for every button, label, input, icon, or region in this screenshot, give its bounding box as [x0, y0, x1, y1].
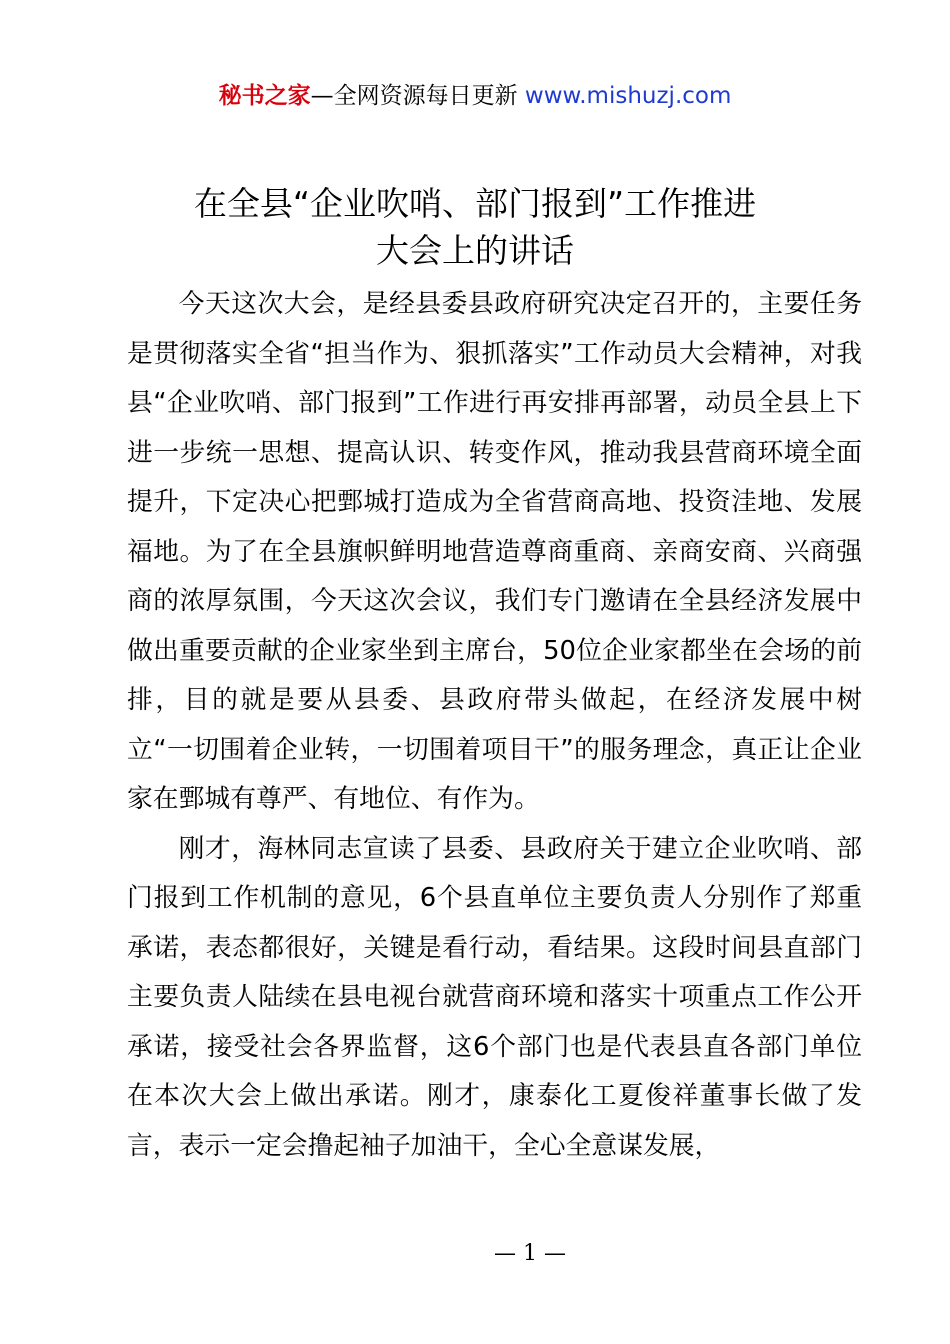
document-body [127, 280, 862, 1171]
document-title [0, 180, 950, 274]
title-line-2: 大会上的讲话 [376, 231, 574, 270]
site-url-link[interactable]: www.mishuzj.com [524, 83, 732, 109]
paragraph-1: 今天这次大会，是经县委县政府研究决定召开的，主要任务是贯彻落实全省“担当作为、狠抓落实”工作动员大会精神，对我县“企业吹哨、部门报到”工作进行再安排再部署，动员全县上下进一步统一思想、提高认识、转变作风，推动我县营商环境全面提升，下定决心把鄄城打造成为全省营商高地、投资洼地、发展福地。为了在全县旗帜鲜明地营造尊商重商、亲商安商、兴商强商的浓厚氛围，今天这次会议，我们专门邀请在全县经济发展中做出重要贡献的企业家坐到主席台，50位企业家都坐在会场的前排，目的就是要从县委、县政府带头做起，在经济发展中树立“一切围着企业转，一切围着项目干”的服务理念，真正让企业家在鄄城有尊严、有地位、有作为。 [127, 289, 862, 814]
title-line-1: 在全县“企业吹哨、部门报到”工作推进 [193, 184, 757, 223]
page-number: — 1 — [494, 1241, 566, 1266]
site-brand: 秘书之家 [218, 83, 311, 109]
paragraph-2: 刚才，海林同志宣读了县委、县政府关于建立企业吹哨、部门报到工作机制的意见，6个县直单位主要负责人分别作了郑重承诺，表态都很好，关键是看行动，看结果。这段时间县直部门主要负责人陆续在县电视台就营商环境和落实十项重点工作公开承诺，接受社会各界监督，这6个部门也是代表县直各部门单位在本次大会上做出承诺。刚才，康泰化工夏俊祥董事长做了发言，表示一定会撸起袖子加油干，全心全意谋发展， [127, 833, 862, 1161]
site-header [0, 80, 950, 112]
site-tagline: —全网资源每日更新 [310, 83, 518, 109]
